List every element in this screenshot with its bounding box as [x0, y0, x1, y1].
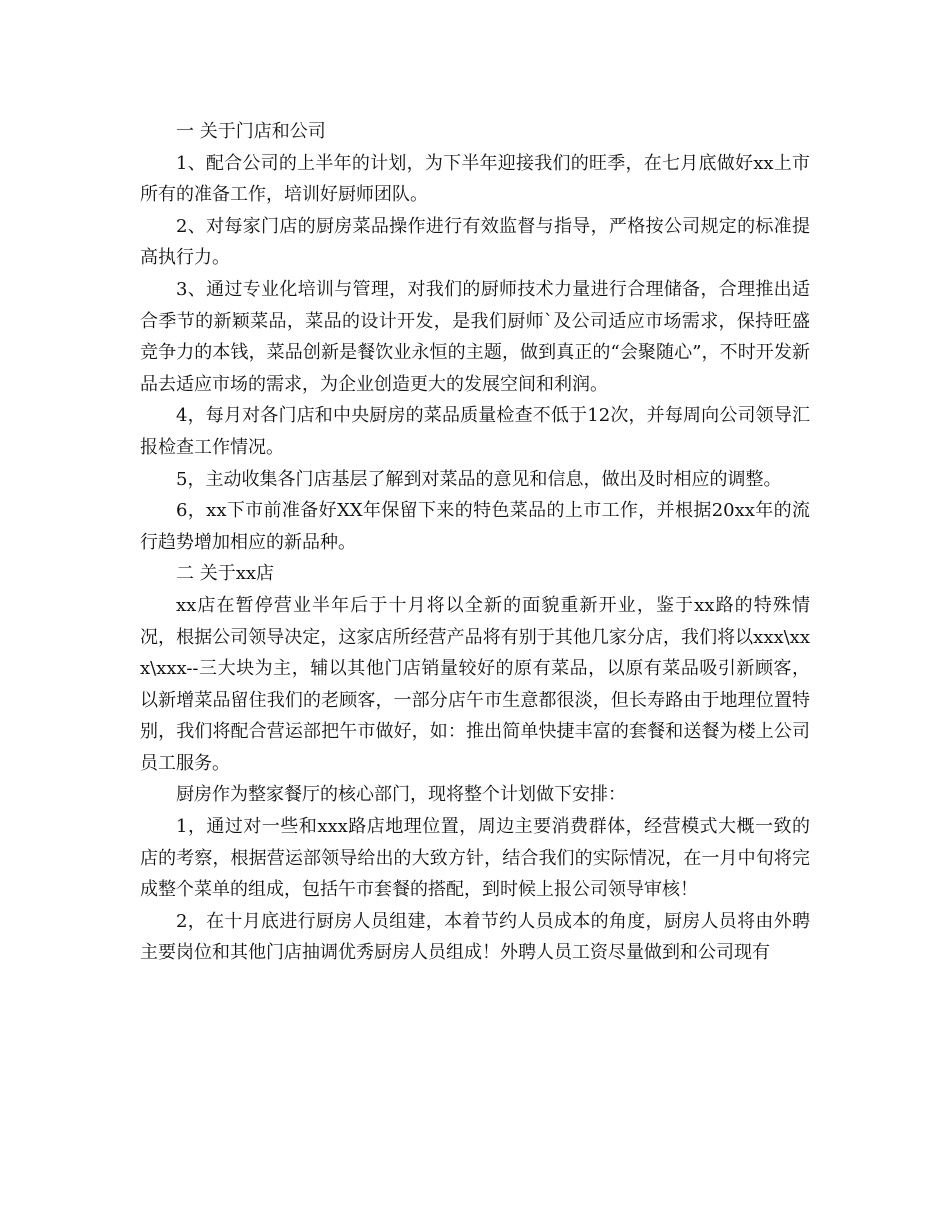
paragraph-item-6: 6，xx下市前准备好XX年保留下来的特色菜品的上市工作，并根据20xx年的流行趋势增加相应的新品种。 — [140, 500, 810, 553]
paragraph-plan-item-1: 1，通过对一些和xxx路店地理位置，周边主要消费群体，经营模式大概一致的店的考察，根据营运部领导给出的大致方针，结合我们的实际情况，在一月中旬将完成整个菜单的组成，包括午市套餐的搭配，到时候上报公司领导审核！ — [140, 816, 810, 901]
paragraph-item-3: 3、通过专业化培训与管理，对我们的厨师技术力量进行合理储备，合理推出适合季节的新颖菜品，菜品的设计开发，是我们厨师`及公司适应市场需求，保持旺盛竞争力的本钱，菜品创新是餐饮业永恒的主题，做到真正的“会聚随心”，不时开发新品去适应市场的需求，为企业创造更大的发展空间和利润。 — [140, 278, 810, 395]
paragraph-kitchen-plan-intro: 厨房作为整家餐厅的核心部门，现将整个计划做下安排： — [176, 784, 626, 806]
paragraph-plan-item-2: 2，在十月底进行厨房人员组建，本着节约人员成本的角度，厨房人员将由外聘主要岗位和其他门店抽调优秀厨房人员组成！外聘人员工资尽量做到和公司现有 — [140, 910, 810, 964]
paragraph-item-1: 1、配合公司的上半年的计划，为下半年迎接我们的旺季，在七月底做好xx上市所有的准备工作，培训好厨师团队。 — [140, 152, 810, 206]
paragraph-item-5: 5，主动收集各门店基层了解到对菜品的意见和信息，做出及时相应的调整。 — [176, 468, 782, 490]
paragraph-item-2: 2、对每家门店的厨房菜品操作进行有效监督与指导，严格按公司规定的标准提高执行力。 — [140, 215, 810, 269]
paragraph-xx-store-intro: xx店在暂停营业半年后于十月将以全新的面貌重新开业，鉴于xx路的特殊情况，根据公司领导决定，这家店所经营产品将有别于其他几家分店，我们将以xxx\xxx\xxx--三大块为主，辅以其他门店销量较好的原有菜品，以原有菜品吸引新顾客，以新增菜品留住我们的老顾客，一部分店午市生意都很淡，但长寿路由于地理位置特别，我们将配合营运部把午市做好，如：推出简单快捷丰富的套餐和送餐为楼上公司员工服务。 — [140, 594, 810, 774]
section-heading-xx-store: 二 关于xx店 — [176, 563, 275, 585]
paragraph-item-4: 4，每月对各门店和中央厨房的菜品质量检查不低于12次，并每周向公司领导汇报检查工作情况。 — [140, 405, 810, 458]
document-body — [140, 116, 810, 969]
section-heading-stores-and-company: 一 关于门店和公司 — [176, 121, 326, 142]
